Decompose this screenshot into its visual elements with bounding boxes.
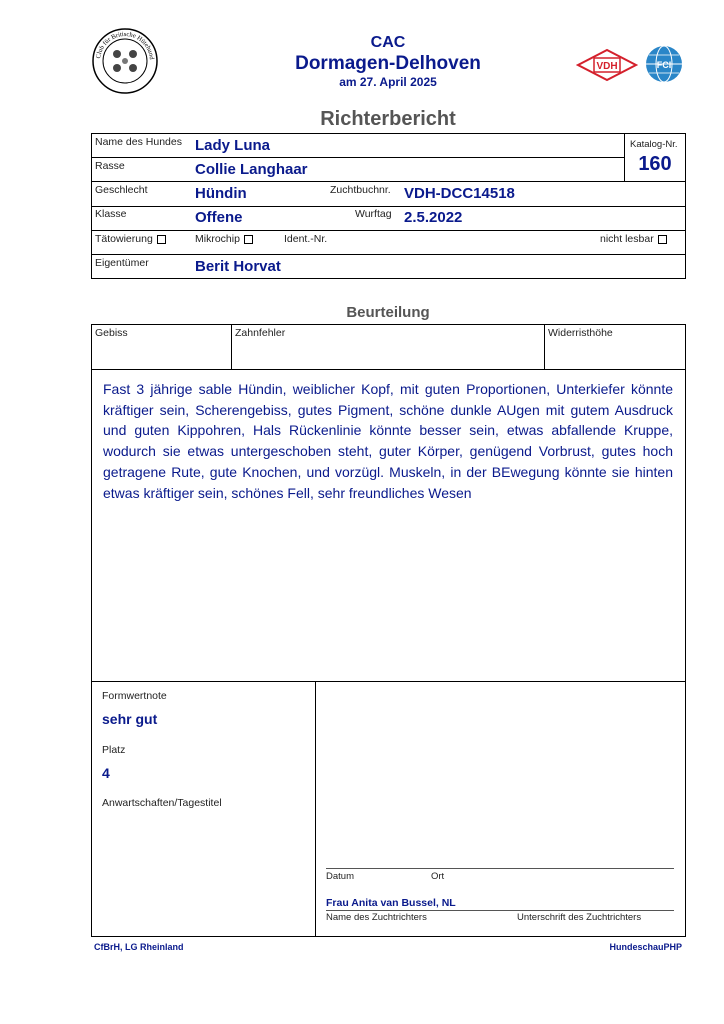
club-logo-icon <box>92 28 158 94</box>
grade: sehr gut <box>102 711 158 727</box>
evaluation-title: Beurteilung <box>346 304 430 321</box>
footer-right: HundeschauPHP <box>609 942 682 952</box>
place-label: Platz <box>102 744 126 756</box>
fci-logo <box>644 44 684 84</box>
svg-text:VDH: VDH <box>596 61 618 72</box>
unreadable-field <box>600 233 667 245</box>
studbook-label: Zuchtbuchnr. <box>330 184 391 196</box>
footer-left: CfBrH, LG Rheinland <box>94 942 184 952</box>
ident-label: Ident.-Nr. <box>284 233 328 245</box>
height-label: Widerristhöhe <box>548 327 613 339</box>
microchip-field <box>195 233 253 245</box>
titles-label: Anwartschaften/Tagestitel <box>102 797 222 809</box>
judge-name: Frau Anita van Bussel, NL <box>326 897 456 909</box>
dog-name: Lady Luna <box>195 137 271 154</box>
unreadable-checkbox[interactable] <box>658 235 667 244</box>
catalog-label: Katalog-Nr. <box>630 139 678 150</box>
signature-label: Unterschrift des Zuchtrichters <box>517 912 642 923</box>
club-logo <box>92 28 158 94</box>
dog-name-label: Name des Hundes <box>95 136 182 148</box>
class-label: Klasse <box>95 208 127 220</box>
place: 4 <box>102 765 110 781</box>
teeth-label: Gebiss <box>95 327 128 339</box>
breed-label: Rasse <box>95 160 125 172</box>
show-location: Dormagen-Delhoven <box>295 53 481 74</box>
studbook-number: VDH-DCC14518 <box>404 185 515 202</box>
missing-teeth-label: Zahnfehler <box>235 327 286 339</box>
grade-label: Formwertnote <box>102 690 167 702</box>
breed: Collie Langhaar <box>195 161 308 178</box>
report-title: Richterbericht <box>320 108 456 130</box>
whelped-label: Wurftag <box>355 208 392 220</box>
tattoo-checkbox[interactable] <box>157 235 166 244</box>
whelped-date: 2.5.2022 <box>404 209 463 226</box>
class: Offene <box>195 209 243 226</box>
city-label: Ort <box>431 871 445 882</box>
judge-name-label: Name des Zuchtrichters <box>326 912 427 923</box>
sex-label: Geschlecht <box>95 184 148 196</box>
svg-text:Club für Britische Hütehunde e <box>92 28 155 61</box>
evaluation-text: Fast 3 jährige sable Hündin, weiblicher Kopf, mit guten Proportionen, Unterkiefer könnte kräftiger sein, Scherengebiss, gutes Pigment, schöne dunkle AUgen mit gutem Ausdruck und guten Kippohren, Hals Rückenlinie könnte besser sein, etwas abfallende Kruppe, wodurch sie etwas untergeschoben steht, guter Körper, genügend Vorbrust, gutes hoch getragene Rute, gute Knochen, und vorzügl. Muskeln, in der BEwegung könnte sie hinten etwas kräftiger sein, schönes Fell, sehr freundliches Wesen <box>103 381 673 501</box>
svg-text:FCI: FCI <box>656 60 672 70</box>
award-title: CAC <box>370 34 406 51</box>
show-date: am 27. April 2025 <box>339 75 437 89</box>
owner-label: Eigentümer <box>95 257 149 269</box>
vdh-logo <box>576 48 638 82</box>
unreadable-label: nicht lesbar <box>600 233 654 245</box>
owner: Berit Horvat <box>195 258 281 275</box>
date-label: Datum <box>326 871 354 882</box>
vdh-logo-icon <box>576 48 638 82</box>
microchip-checkbox[interactable] <box>244 235 253 244</box>
club-logo-text: Club für Britische Hütehund <box>95 30 155 60</box>
microchip-label: Mikrochip <box>195 233 240 245</box>
sex: Hündin <box>195 185 247 202</box>
fci-logo-icon <box>644 44 684 84</box>
tattoo-field <box>95 233 166 245</box>
tattoo-label: Tätowierung <box>95 233 153 245</box>
catalog-number: 160 <box>638 153 672 175</box>
